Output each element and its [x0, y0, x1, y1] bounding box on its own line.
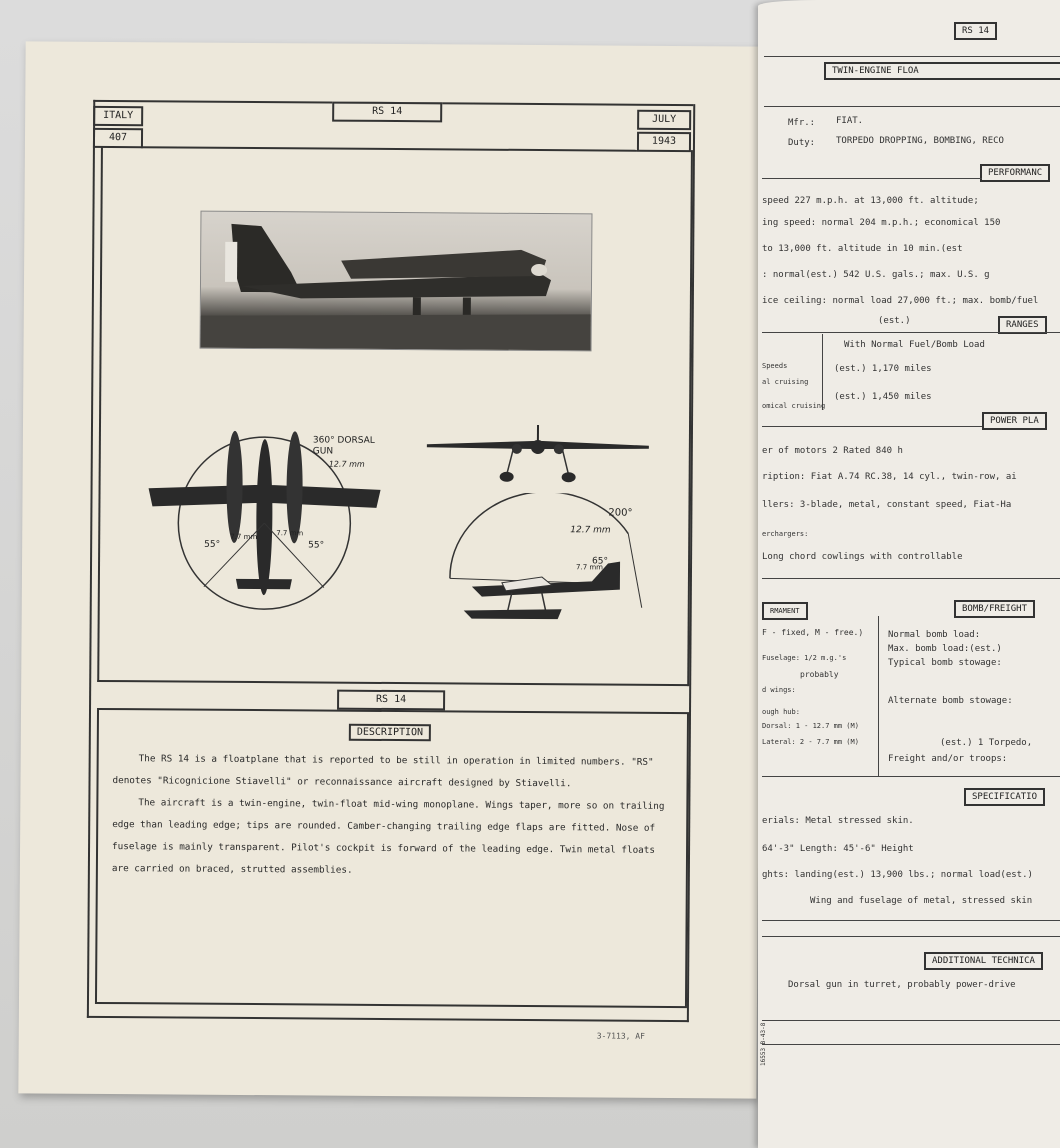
left-page	[18, 41, 763, 1098]
rp-perf-line-5: ice ceiling: normal load 27,000 ft.; max. bomb/fuel	[762, 296, 1039, 306]
rp-armament-line-4: d wings:	[762, 686, 796, 694]
rp-header-box: RS 14	[954, 22, 997, 40]
rp-spec-line-4: Wing and fuselage of metal, stressed skin	[810, 896, 1033, 906]
description-title: DESCRIPTION	[349, 724, 431, 742]
rp-ranges-normal-label: al cruising	[762, 378, 809, 386]
rp-armament-line-6: Dorsal: 1 - 12.7 mm (M)	[762, 722, 859, 730]
designation-box: RS 14	[332, 102, 442, 123]
rp-mfr-label: Mfr.:	[788, 118, 816, 128]
rp-footer-code: 16553 B-43-8	[760, 1022, 767, 1066]
rp-spec-line-1: erials: Metal stressed skin.	[762, 816, 914, 826]
rp-bomb-box: BOMB/FREIGHT	[954, 600, 1035, 618]
rp-rule-2	[764, 106, 1060, 107]
rp-power-line-4: erchargers:	[762, 530, 809, 538]
description-box	[95, 708, 689, 1008]
section-designation-box: RS 14	[337, 690, 445, 711]
month-box: JULY	[637, 110, 691, 130]
caliber-top-label: 12.7 mm	[328, 459, 365, 469]
rp-armament-line-7: Lateral: 2 - 7.7 mm (M)	[762, 738, 859, 746]
rp-armament-line-5: ough hub:	[762, 708, 800, 716]
rp-rule-9	[762, 936, 1060, 937]
outer-left-rule	[87, 100, 95, 1018]
rp-perf-line-3: to 13,000 ft. altitude in 10 min.(est	[762, 244, 963, 254]
rp-power-line-3: llers: 3-blade, metal, constant speed, Fiat-Ha	[762, 500, 1012, 510]
rp-ranges-speeds-label: Speeds	[762, 362, 788, 370]
rp-rule-6	[762, 578, 1060, 579]
rp-perf-line-1: speed 227 m.p.h. at 13,000 ft. altitude;	[762, 196, 979, 206]
rp-rule-3	[762, 178, 982, 179]
angle-right-label: 55°	[308, 540, 325, 551]
rp-ranges-box: RANGES	[998, 316, 1047, 334]
country-box: ITALY	[93, 106, 143, 126]
rp-mfr-value: FIAT.	[836, 116, 864, 126]
rp-rule-4	[762, 332, 1060, 333]
rp-bomb-line-1: Normal bomb load:	[888, 630, 981, 640]
rp-rule-1	[764, 56, 1060, 57]
description-paragraph-1: The RS 14 is a floatplane that is reported to be still in operation in limited numbers. "RS" denotes "Ricognicione Stiavelli" or reconnaissance aircraft designed by Stiavelli.	[112, 753, 654, 790]
rp-bomb-line-4: Alternate bomb stowage:	[888, 696, 1013, 706]
rp-armament-line-3: probably	[800, 670, 839, 679]
description-paragraph-2: The aircraft is a twin-engine, twin-float mid-wing monoplane. Wings taper, more so on trailing edge than leading edge; tips are rounded. Camber-changing trailing edge flaps are fitted. Nose of fuselage is mainly transparent. Pilot's cockpit is forward of the leading edge. Twin metal floats are carried on braced, strutted assemblies.	[111, 797, 665, 876]
rp-spec-box: SPECIFICATIO	[964, 788, 1045, 806]
year-box: 1943	[637, 132, 691, 152]
rp-ranges-economical-label: omical cruising	[762, 402, 826, 410]
rp-duty-value: TORPEDO DROPPING, BOMBING, RECO	[836, 136, 1004, 146]
dorsal-gun-label: 360° DORSAL GUN	[312, 435, 375, 457]
gun-left-label: 7.7 mm	[230, 532, 258, 542]
rp-rule-10	[762, 1020, 1060, 1021]
angle-left-label: 55°	[204, 539, 221, 550]
document-stamp: 3-7113, AF	[596, 1031, 645, 1041]
rp-bomb-line-3: Typical bomb stowage:	[888, 658, 1002, 668]
rp-ranges-normal-value: (est.) 1,170 miles	[834, 364, 932, 374]
gun-side-small-label: 7.7 mm	[575, 563, 604, 572]
rp-power-line-2: ription: Fiat A.74 RC.38, 14 cyl., twin-row, ai	[762, 472, 1017, 482]
front-view-drawing	[423, 420, 653, 488]
rp-perf-line-2: ing speed: normal 204 m.p.h.; economical 150	[762, 218, 1001, 228]
arc-200-label: 200°	[608, 507, 633, 519]
right-page	[758, 0, 1060, 1148]
rp-bomb-line-6: Freight and/or troops:	[888, 754, 1008, 764]
report-number-box: 407	[93, 128, 143, 148]
rp-rule-8	[762, 920, 1060, 921]
rp-bomb-line-5: (est.) 1 Torpedo,	[940, 738, 1033, 748]
rp-power-box: POWER PLA	[982, 412, 1047, 430]
rp-bomb-line-2: Max. bomb load:(est.)	[888, 644, 1002, 654]
aircraft-photo	[200, 211, 593, 352]
rp-tech-line: Dorsal gun in turret, probably power-drive	[788, 980, 1016, 990]
rp-armament-line-2: Fuselage: 1/2 m.g.'s	[762, 654, 847, 662]
rp-armament-divider	[878, 616, 879, 776]
rp-type-title: TWIN-ENGINE FLOA	[824, 62, 1060, 80]
rp-spec-line-3: ghts: landing(est.) 13,900 lbs.; normal load(est.)	[762, 870, 1033, 880]
outer-bottom-rule	[87, 1016, 689, 1022]
rp-rule-11	[762, 1044, 1060, 1045]
rp-rule-5	[762, 426, 982, 427]
rp-duty-label: Duty:	[788, 138, 816, 148]
rp-ranges-header: With Normal Fuel/Bomb Load	[844, 340, 985, 350]
caliber-side-label: 12.7 mm	[570, 525, 611, 536]
rp-armament-box: RMAMENT	[762, 602, 808, 620]
rp-rule-7	[762, 776, 1060, 777]
rp-perf-line-4: : normal(est.) 542 U.S. gals.; max. U.S. g	[762, 270, 990, 280]
rp-ranges-divider	[822, 334, 823, 410]
arc-65-label: 65°	[592, 556, 609, 567]
rp-perf-line-6: (est.)	[878, 316, 911, 326]
aircraft-photo-image	[201, 212, 592, 351]
rp-power-line-1: er of motors 2 Rated 840 h	[762, 446, 903, 456]
rp-ranges-economical-value: (est.) 1,450 miles	[834, 392, 932, 402]
description-text	[112, 748, 673, 884]
gun-right-label: 7.7 mm	[276, 529, 304, 538]
rp-armament-line-1: F - fixed, M - free.)	[762, 628, 864, 637]
rp-spec-line-2: 64'-3" Length: 45'-6" Height	[762, 844, 914, 854]
rp-performance-box: PERFORMANC	[980, 164, 1050, 182]
rp-tech-box: ADDITIONAL TECHNICA	[924, 952, 1043, 970]
rp-power-line-5: Long chord cowlings with controllable	[762, 552, 963, 562]
